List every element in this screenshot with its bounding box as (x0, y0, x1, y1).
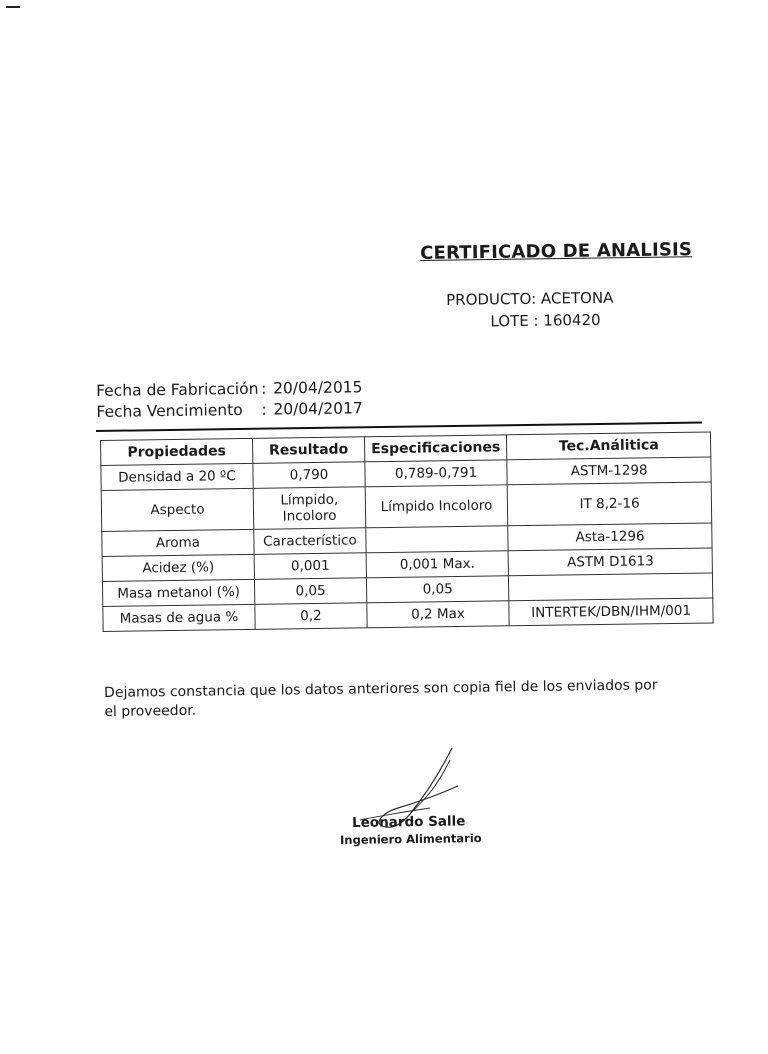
signatory-name: Leonardo Salle (352, 813, 466, 831)
date-label: Fecha de Fabricación (96, 379, 259, 400)
product-info (446, 287, 614, 333)
date-separator: : (260, 379, 267, 398)
table-cell: 0,2 (255, 603, 367, 630)
lot-value: 160420 (543, 310, 601, 330)
table-cell: Aspecto (101, 488, 254, 531)
table-cell (366, 526, 508, 553)
horizontal-rule (96, 422, 702, 432)
document-title: CERTIFICADO DE ANALISIS (420, 239, 693, 264)
analysis-table (100, 431, 714, 632)
table-cell: ASTM-1298 (507, 457, 711, 485)
product-label: PRODUCTO: (446, 289, 537, 309)
table-cell: Característico (254, 528, 366, 555)
scan-corner-mark (6, 6, 20, 8)
table-cell: 0,05 (366, 576, 508, 603)
date-label: Fecha Vencimiento (96, 400, 243, 421)
expiry-date-row (96, 398, 363, 423)
table-cell: Acidez (%) (102, 554, 254, 581)
table-cell: 0,05 (254, 578, 366, 605)
date-separator: : (261, 400, 267, 419)
product-value: ACETONA (540, 288, 614, 308)
table-cell: 0,001 Max. (366, 551, 508, 578)
table-cell: IT 8,2-16 (507, 482, 712, 526)
table-cell: Masa metanol (%) (102, 579, 254, 606)
column-header: Resultado (252, 437, 364, 464)
column-header: Especificaciones (364, 435, 506, 462)
table-cell: 0,2 Max (367, 601, 509, 628)
table-cell: Límpido, Incoloro (253, 487, 366, 530)
signatory-role: Ingeniero Alimentario (340, 831, 482, 847)
table-cell: 0,789-0,791 (365, 460, 507, 487)
column-header: Propiedades (101, 438, 253, 465)
table-cell: Asta-1296 (508, 523, 712, 551)
declaration-note: Dejamos constancia que los datos anteriores son copia fiel de los enviados por el proveedor. (104, 677, 658, 720)
lot-line (446, 309, 614, 333)
table-cell: 0,790 (253, 462, 365, 489)
table-cell: 0,001 (254, 553, 366, 580)
lot-label: LOTE : (490, 311, 539, 331)
date-value: 20/04/2017 (273, 399, 363, 419)
date-value: 20/04/2015 (272, 378, 363, 398)
product-line (446, 287, 614, 311)
table-cell: Densidad a 20 ºC (101, 463, 253, 490)
table-cell: Límpido Incoloro (365, 485, 508, 528)
table-cell: Aroma (102, 529, 254, 556)
table-cell: INTERTEK/DBN/IHM/001 (509, 598, 713, 626)
analysis-table-wrapper (100, 431, 714, 632)
table-cell: ASTM D1613 (508, 548, 712, 576)
table-cell (509, 573, 713, 601)
table-cell: Masas de agua % (103, 604, 255, 631)
column-header: Tec.Análitica (507, 432, 711, 460)
dates-block (96, 377, 363, 423)
